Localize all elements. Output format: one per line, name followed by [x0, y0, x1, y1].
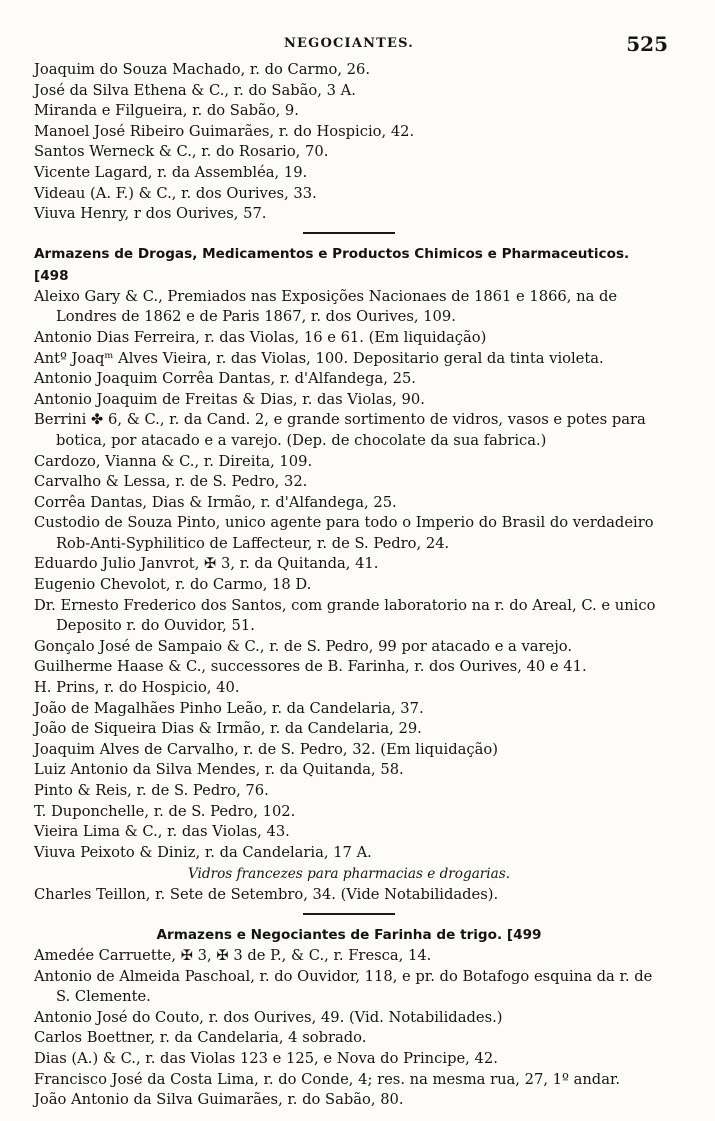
list-item: Cardozo, Vianna & C., r. Direita, 109. [34, 452, 313, 470]
list-item: José da Silva Ethena & C., r. do Sabão, 3 A. [34, 81, 356, 99]
section-heading: Armazens e Negociantes de Farinha de trigo. [499 [156, 926, 542, 943]
list-item: Berrini ✤ 6, & C., r. da Cand. 2, e grande sortimento de vidros, vasos e potes para botica, por atacado e a varejo. (Dep. de chocolate da sua fabrica.) [34, 411, 651, 449]
list-item: Vieira Lima & C., r. das Violas, 43. [34, 823, 290, 841]
list-item: Luiz Antonio da Silva Mendes, r. da Quitanda, 58. [34, 761, 404, 779]
list-item: H. Prins, r. do Hospicio, 40. [34, 679, 240, 697]
list-item: Antonio José do Couto, r. dos Ourives, 49. (Vid. Notabilidades.) [34, 1008, 503, 1026]
list-item: Antº Joaqᵐ Alves Vieira, r. das Violas, 100. Depositario geral da tinta violeta. [34, 349, 604, 367]
list-item: Aleixo Gary & C., Premiados nas Exposições Nacionaes de 1861 e 1866, na de Londres de 1862 e de Paris 1867, r. dos Ourives, 109. [34, 287, 622, 326]
list-item: Antonio Joaquim Corrêa Dantas, r. d'Alfandega, 25. [34, 370, 416, 388]
intro-list [34, 60, 664, 225]
section-drugs-list [34, 287, 664, 864]
page-title: NEGOCIANTES. [283, 36, 415, 51]
list-item: Carlos Boettner, r. da Candelaria, 4 sobrado. [34, 1029, 367, 1047]
list-item: Amedée Carruette, ✠ 3, ✠ 3 de P., & C., r. Fresca, 14. [34, 946, 432, 964]
page-number: 525 [626, 32, 668, 56]
page-header [34, 30, 668, 60]
section-divider [303, 913, 395, 915]
list-item: Custodio de Souza Pinto, unico agente para todo o Imperio do Brasil do verdadeiro Rob-Anti-Syphilitico de Laffecteur, r. de S. Pedro, 24. [34, 514, 659, 552]
list-item: T. Duponchelle, r. de S. Pedro, 102. [34, 802, 296, 820]
list-item: Miranda e Filgueira, r. do Sabão, 9. [34, 102, 299, 120]
list-item: Videau (A. F.) & C., r. dos Ourives, 33. [34, 184, 317, 202]
list-item: Joaquim do Souza Machado, r. do Carmo, 26. [34, 61, 371, 78]
list-item: João de Magalhães Pinho Leão, r. da Candelaria, 37. [34, 699, 424, 717]
list-item: Francisco José da Costa Lima, r. do Conde, 4; res. na mesma rua, 27, 1º andar. [34, 1070, 621, 1088]
section-divider [303, 232, 395, 234]
list-item: Eduardo Julio Janvrot, ✠ 3, r. da Quitanda, 41. [34, 555, 379, 573]
list-item: Guilherme Haase & C., successores de B. Farinha, r. dos Ourives, 40 e 41. [34, 658, 587, 676]
section-heading: Armazens de Drogas, Medicamentos e Productos Chimicos e Pharmaceuticos. [498 [34, 245, 630, 284]
list-item: Antonio Dias Ferreira, r. das Violas, 16 e 61. (Em liquidação) [34, 328, 487, 346]
list-item: João de Siqueira Dias & Irmão, r. da Candelaria, 29. [34, 720, 422, 738]
list-item: Corrêa Dantas, Dias & Irmão, r. d'Alfandega, 25. [34, 493, 397, 511]
list-item: Viuva Peixoto & Diniz, r. da Candelaria, 17 A. [34, 843, 372, 861]
list-item: Antonio Joaquim de Freitas & Dias, r. das Violas, 90. [34, 390, 425, 408]
section-flour [34, 924, 664, 1111]
directory-page [34, 30, 668, 1111]
list-item: Antonio de Almeida Paschoal, r. do Ouvidor, 118, e pr. do Botafogo esquina da r. de S. Clemente. [34, 967, 657, 1006]
list-item: Gonçalo José de Sampaio & C., r. de S. Pedro, 99 por atacado e a varejo. [34, 637, 573, 655]
list-item: Charles Teillon, r. Sete de Setembro, 34. (Vide Notabilidades). [34, 886, 499, 904]
section-drugs [34, 243, 664, 906]
list-item: Carvalho & Lessa, r. de S. Pedro, 32. [34, 473, 308, 491]
list-item: Eugenio Chevolot, r. do Carmo, 18 D. [34, 576, 312, 594]
list-item: Manoel José Ribeiro Guimarães, r. do Hospicio, 42. [34, 122, 415, 140]
subsection-heading: Vidros francezes para pharmacias e drogarias. [187, 866, 511, 883]
list-item: João Antonio da Silva Guimarães, r. do Sabão, 80. [34, 1091, 404, 1109]
list-item: Pinto & Reis, r. de S. Pedro, 76. [34, 782, 269, 799]
list-item: Vicente Lagard, r. da Assembléa, 19. [34, 163, 308, 181]
list-item: Viuva Henry, r dos Ourives, 57. [34, 205, 267, 223]
subsection-list [34, 885, 664, 906]
list-item: Dias (A.) & C., r. das Violas 123 e 125, e Nova do Principe, 42. [34, 1049, 498, 1067]
list-item: Joaquim Alves de Carvalho, r. de S. Pedro, 32. (Em liquidação) [34, 740, 498, 758]
list-item: Santos Werneck & C., r. do Rosario, 70. [34, 143, 329, 161]
list-item: Dr. Ernesto Frederico dos Santos, com grande laboratorio na r. do Areal, C. e unico Deposito r. do Ouvidor, 51. [34, 596, 661, 635]
section-flour-list [34, 946, 664, 1111]
